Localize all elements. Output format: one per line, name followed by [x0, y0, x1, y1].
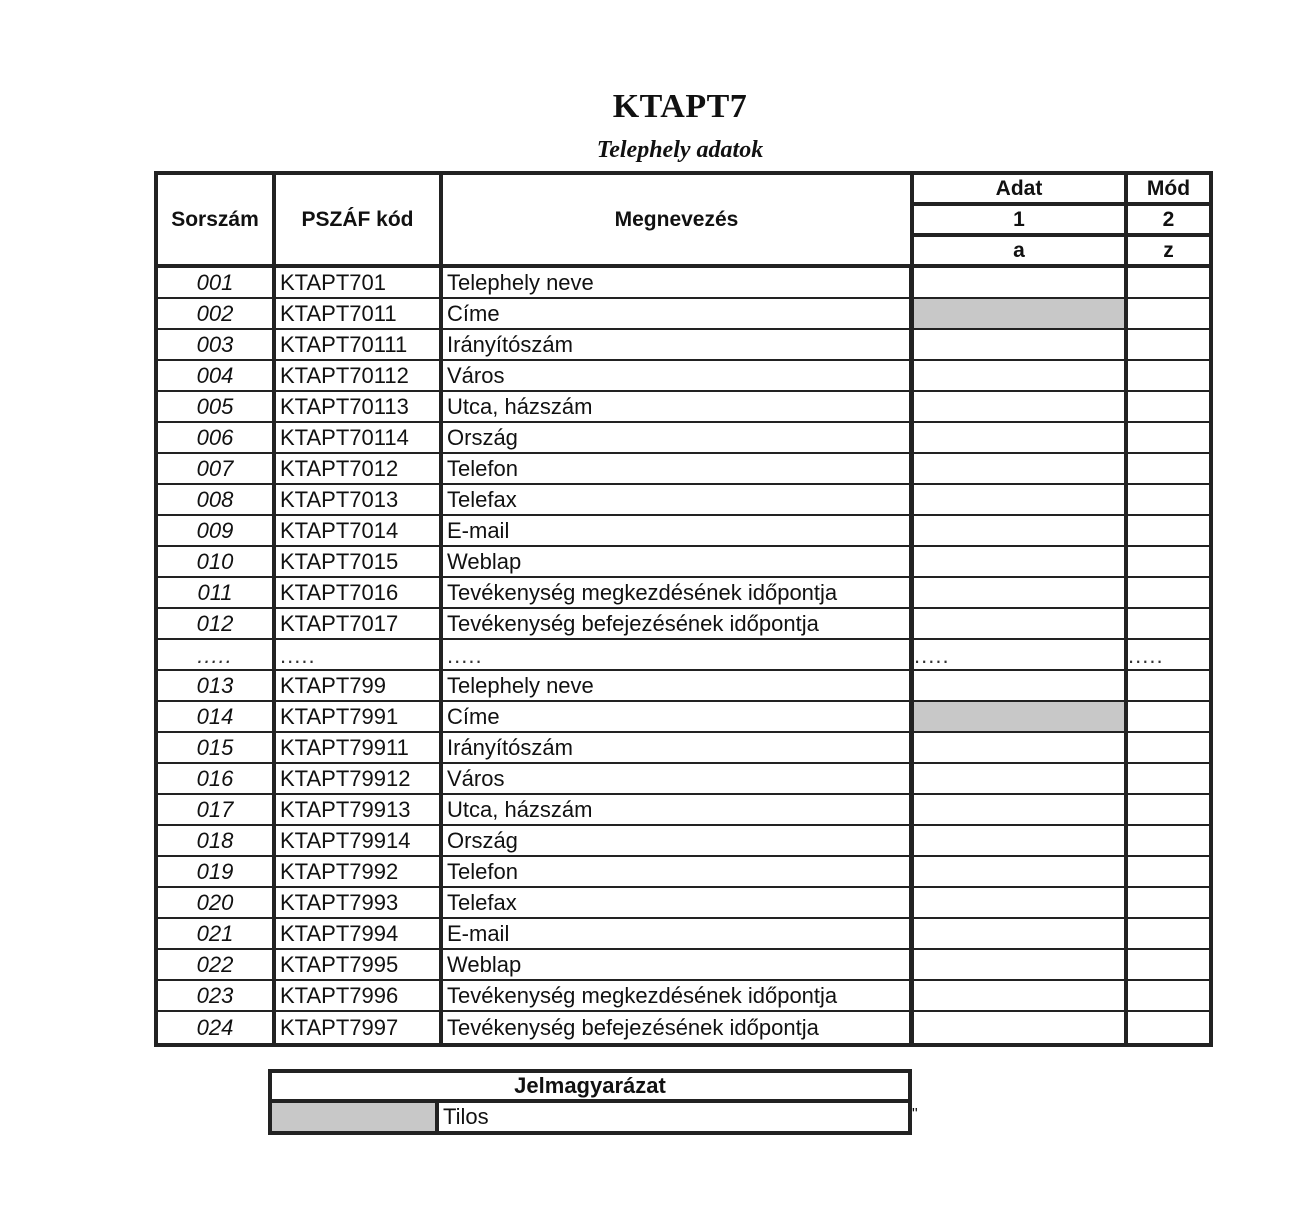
row-sorszam: 004: [158, 361, 276, 392]
row-mod-cell: [1128, 454, 1209, 485]
table-row: [158, 330, 1209, 361]
table-row: [158, 392, 1209, 423]
table-row: [158, 454, 1209, 485]
row-megnevezes: Címe: [443, 299, 914, 330]
table-row: [158, 578, 1209, 609]
row-adat-cell: [914, 361, 1128, 392]
row-pszaf-kod: KTAPT7994: [276, 919, 443, 950]
row-megnevezes: Telephely neve: [443, 268, 914, 299]
row-mod-cell: [1128, 299, 1209, 330]
row-sorszam: 019: [158, 857, 276, 888]
table-row: [158, 919, 1209, 950]
table-row: [158, 609, 1209, 640]
row-mod-cell: [1128, 1012, 1209, 1043]
row-pszaf-kod: KTAPT799: [276, 671, 443, 702]
table-row: [158, 547, 1209, 578]
row-megnevezes: Tevékenység befejezésének időpontja: [443, 1012, 914, 1043]
page-subtitle: Telephely adatok: [596, 137, 764, 163]
row-adat-cell: [914, 857, 1128, 888]
legend-forbidden-label: Tilos: [443, 1104, 489, 1129]
row-pszaf-kod: KTAPT79912: [276, 764, 443, 795]
row-mod-cell: [1128, 330, 1209, 361]
row-mod-cell: [1128, 764, 1209, 795]
row-pszaf-kod: KTAPT7997: [276, 1012, 443, 1043]
row-sorszam: .....: [158, 640, 276, 671]
row-megnevezes: Tevékenység befejezésének időpontja: [443, 609, 914, 640]
row-adat-cell: [914, 423, 1128, 454]
row-megnevezes: Utca, házszám: [443, 392, 914, 423]
table-row: [158, 702, 1209, 733]
header-adat-num: 1: [914, 206, 1128, 237]
table-row: [158, 485, 1209, 516]
row-mod-cell: [1128, 578, 1209, 609]
legend-forbidden-swatch: [272, 1103, 439, 1131]
row-adat-cell: [914, 950, 1128, 981]
row-sorszam: 001: [158, 268, 276, 299]
row-sorszam: 010: [158, 547, 276, 578]
row-mod-cell: [1128, 826, 1209, 857]
row-sorszam: 003: [158, 330, 276, 361]
row-megnevezes: Telephely neve: [443, 671, 914, 702]
row-mod-cell: [1128, 857, 1209, 888]
row-mod-cell: [1128, 392, 1209, 423]
row-sorszam: 018: [158, 826, 276, 857]
row-pszaf-kod: KTAPT701: [276, 268, 443, 299]
row-sorszam: 020: [158, 888, 276, 919]
row-pszaf-kod: KTAPT7012: [276, 454, 443, 485]
row-megnevezes: Telefax: [443, 485, 914, 516]
row-megnevezes: Utca, házszám: [443, 795, 914, 826]
row-sorszam: 022: [158, 950, 276, 981]
row-sorszam: 011: [158, 578, 276, 609]
table-row: [158, 423, 1209, 454]
row-pszaf-kod: KTAPT7991: [276, 702, 443, 733]
row-sorszam: 021: [158, 919, 276, 950]
row-sorszam: 007: [158, 454, 276, 485]
row-sorszam: 005: [158, 392, 276, 423]
table-row: [158, 857, 1209, 888]
row-sorszam: 015: [158, 733, 276, 764]
table-row: [158, 981, 1209, 1012]
table-row: [158, 268, 1209, 299]
row-adat-cell: [914, 702, 1128, 733]
row-pszaf-kod: KTAPT7016: [276, 578, 443, 609]
row-pszaf-kod: .....: [276, 640, 443, 671]
row-mod-cell: [1128, 547, 1209, 578]
row-pszaf-kod: KTAPT7995: [276, 950, 443, 981]
row-adat-cell: [914, 547, 1128, 578]
row-mod-cell: [1128, 950, 1209, 981]
header-mod-letter: z: [1128, 237, 1209, 268]
row-megnevezes: Irányítószám: [443, 733, 914, 764]
row-mod-cell: [1128, 795, 1209, 826]
row-sorszam: 006: [158, 423, 276, 454]
row-adat-cell: [914, 578, 1128, 609]
legend-heading: Jelmagyarázat: [272, 1073, 908, 1103]
data-table: [154, 171, 1213, 1047]
row-pszaf-kod: KTAPT7993: [276, 888, 443, 919]
header-sorszam: Sorszám: [158, 175, 276, 268]
row-pszaf-kod: KTAPT79914: [276, 826, 443, 857]
row-megnevezes: Telefax: [443, 888, 914, 919]
row-mod-cell: [1128, 733, 1209, 764]
table-row: [158, 516, 1209, 547]
row-sorszam: 016: [158, 764, 276, 795]
row-mod-cell: [1128, 888, 1209, 919]
row-adat-cell: [914, 299, 1128, 330]
table-row: [158, 888, 1209, 919]
header-mod: Mód: [1128, 175, 1209, 206]
row-adat-cell: [914, 392, 1128, 423]
table-row: [158, 671, 1209, 702]
row-megnevezes: Ország: [443, 423, 914, 454]
row-megnevezes: Irányítószám: [443, 330, 914, 361]
table-row: [158, 733, 1209, 764]
page-title: KTAPT7: [612, 88, 748, 125]
row-adat-cell: [914, 671, 1128, 702]
row-pszaf-kod: KTAPT7017: [276, 609, 443, 640]
table-row: [158, 795, 1209, 826]
row-megnevezes: .....: [443, 640, 914, 671]
row-mod-cell: [1128, 423, 1209, 454]
row-adat-cell: [914, 516, 1128, 547]
row-megnevezes: Ország: [443, 826, 914, 857]
row-sorszam: 009: [158, 516, 276, 547]
row-pszaf-kod: KTAPT79911: [276, 733, 443, 764]
row-adat-cell: [914, 330, 1128, 361]
row-adat-cell: [914, 268, 1128, 299]
row-pszaf-kod: KTAPT7013: [276, 485, 443, 516]
table-row: [158, 826, 1209, 857]
row-megnevezes: Telefon: [443, 454, 914, 485]
row-adat-cell: [914, 485, 1128, 516]
table-body: [158, 268, 1209, 1043]
row-pszaf-kod: KTAPT70111: [276, 330, 443, 361]
row-megnevezes: Város: [443, 764, 914, 795]
row-megnevezes: Tevékenység megkezdésének időpontja: [443, 981, 914, 1012]
row-mod-cell: [1128, 485, 1209, 516]
row-adat-cell: [914, 826, 1128, 857]
row-mod-cell: [1128, 609, 1209, 640]
row-mod-cell: [1128, 268, 1209, 299]
table-row: [158, 1012, 1209, 1043]
row-megnevezes: Telefon: [443, 857, 914, 888]
row-pszaf-kod: KTAPT70114: [276, 423, 443, 454]
row-mod-cell: .....: [1128, 640, 1209, 671]
row-megnevezes: Címe: [443, 702, 914, 733]
row-mod-cell: [1128, 981, 1209, 1012]
row-mod-cell: [1128, 702, 1209, 733]
row-adat-cell: [914, 919, 1128, 950]
row-sorszam: 012: [158, 609, 276, 640]
row-adat-cell: [914, 733, 1128, 764]
row-adat-cell: [914, 1012, 1128, 1043]
row-pszaf-kod: KTAPT70112: [276, 361, 443, 392]
row-sorszam: 024: [158, 1012, 276, 1043]
row-mod-cell: [1128, 919, 1209, 950]
row-adat-cell: [914, 454, 1128, 485]
row-pszaf-kod: KTAPT7992: [276, 857, 443, 888]
row-pszaf-kod: KTAPT79913: [276, 795, 443, 826]
row-pszaf-kod: KTAPT70113: [276, 392, 443, 423]
row-adat-cell: [914, 609, 1128, 640]
row-mod-cell: [1128, 671, 1209, 702]
table-row: [158, 764, 1209, 795]
row-pszaf-kod: KTAPT7014: [276, 516, 443, 547]
row-mod-cell: [1128, 516, 1209, 547]
row-sorszam: 002: [158, 299, 276, 330]
row-adat-cell: .....: [914, 640, 1128, 671]
row-megnevezes: E-mail: [443, 516, 914, 547]
row-megnevezes: Weblap: [443, 950, 914, 981]
table-row: [158, 299, 1209, 330]
table-row: [158, 640, 1209, 671]
row-sorszam: 013: [158, 671, 276, 702]
header-mod-num: 2: [1128, 206, 1209, 237]
row-adat-cell: [914, 981, 1128, 1012]
row-pszaf-kod: KTAPT7996: [276, 981, 443, 1012]
header-adat-letter: a: [914, 237, 1128, 268]
row-sorszam: 023: [158, 981, 276, 1012]
header-megnevezes: Megnevezés: [443, 175, 914, 268]
legend-trailing-mark: ": [912, 1106, 918, 1123]
row-adat-cell: [914, 795, 1128, 826]
row-pszaf-kod: KTAPT7011: [276, 299, 443, 330]
table-row: [158, 361, 1209, 392]
row-megnevezes: Város: [443, 361, 914, 392]
legend-table: [268, 1069, 912, 1135]
row-sorszam: 014: [158, 702, 276, 733]
row-megnevezes: Weblap: [443, 547, 914, 578]
row-pszaf-kod: KTAPT7015: [276, 547, 443, 578]
table-row: [158, 950, 1209, 981]
row-mod-cell: [1128, 361, 1209, 392]
row-megnevezes: E-mail: [443, 919, 914, 950]
row-megnevezes: Tevékenység megkezdésének időpontja: [443, 578, 914, 609]
row-sorszam: 017: [158, 795, 276, 826]
row-adat-cell: [914, 764, 1128, 795]
header-adat: Adat: [914, 175, 1128, 206]
row-sorszam: 008: [158, 485, 276, 516]
header-pszaf-kod: PSZÁF kód: [276, 175, 443, 268]
row-adat-cell: [914, 888, 1128, 919]
